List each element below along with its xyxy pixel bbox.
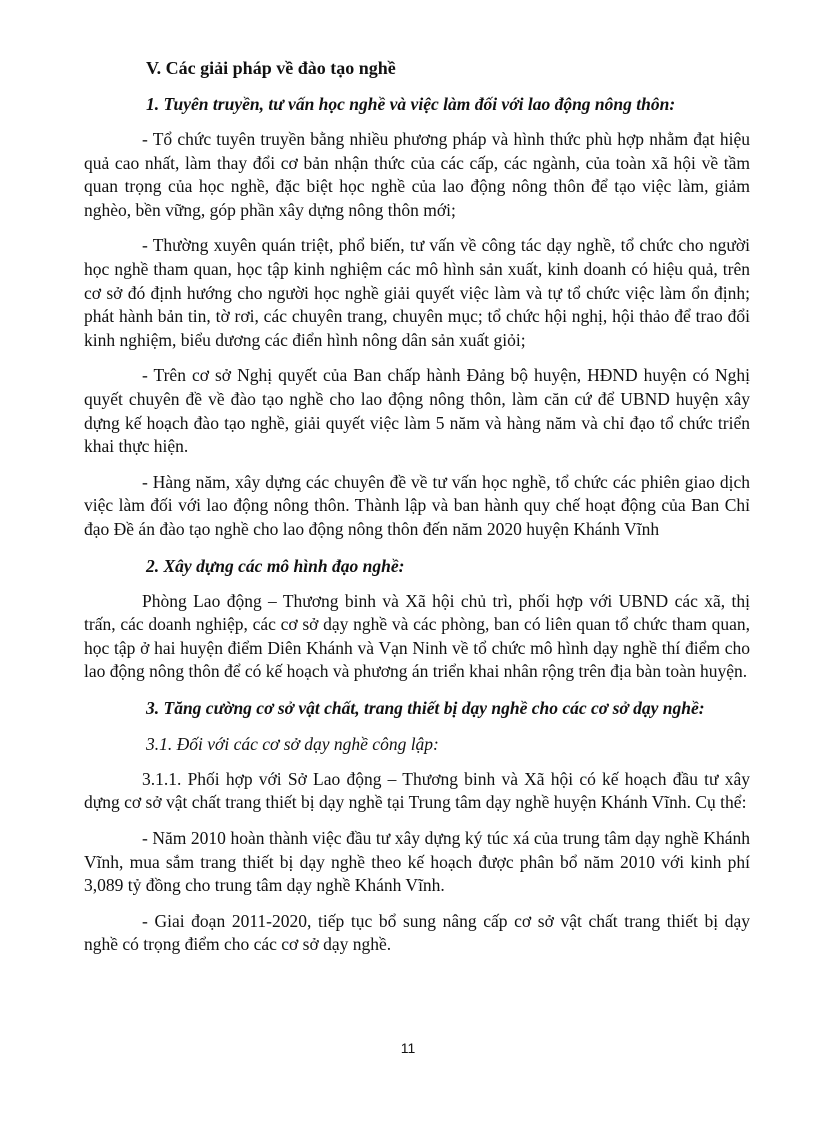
section-title: V. Các giải pháp về đào tạo nghề [146,58,396,78]
paragraph: Phòng Lao động – Thương binh và Xã hội chủ trì, phối hợp với UBND các xã, thị trấn, các doanh nghiệp, các cơ sở dạy nghề và các phòng, ban có liên quan tổ chức tham quan, học tập ở hai huyện điểm Diên Khánh và Vạn Ninh về tổ chức mô hình dạy nghề thí điểm cho lao động nông thôn để có kế hoạch và phương án triển khai nhân rộng trên địa bàn toàn huyện. [84,590,750,682]
paragraph: - Giai đoạn 2011-2020, tiếp tục bổ sung nâng cấp cơ sở vật chất trang thiết bị dạy nghề có trọng điểm cho các cơ sở dạy nghề. [84,910,750,955]
heading-2: 2. Xây dựng các mô hình đạo nghề: [146,555,405,576]
paragraph: - Thường xuyên quán triệt, phổ biến, tư vấn về công tác dạy nghề, tổ chức cho người học nghề tham quan, học tập kinh nghiệm các mô hình sản xuất, kinh doanh có hiệu quả, trên cơ sở đó định hướng cho người học nghề giải quyết việc làm và tự tổ chức việc làm ổn định; phát hành bản tin, tờ rơi, các chuyên trang, chuyên mục; tổ chức hội nghị, hội thảo để trao đổi kinh nghiệm, biểu dương các điển hình nông dân sản xuất giỏi; [84,235,750,350]
heading-3-1: 3.1. Đối với các cơ sở dạy nghề công lập: [146,733,439,754]
paragraph: - Trên cơ sở Nghị quyết của Ban chấp hành Đảng bộ huyện, HĐND huyện có Nghị quyết chuyên đề về đào tạo nghề cho lao động nông thôn, làm căn cứ để UBND huyện xây dựng kế hoạch đào tạo nghề, giải quyết việc làm 5 năm và hàng năm và chỉ đạo tổ chức triển khai thực hiện. [84,365,750,457]
page-number: 11 [400,1040,416,1056]
paragraph: - Tổ chức tuyên truyền bằng nhiều phương pháp và hình thức phù hợp nhằm đạt hiệu quả cao nhất, làm thay đổi cơ bản nhận thức của các cấp, các ngành, của toàn xã hội về tầm quan trọng của học nghề, đặc biệt học nghề của lao động nông thôn để tạo việc làm, giảm nghèo, bền vững, góp phần xây dựng nông thôn mới; [84,129,750,220]
paragraph: - Hàng năm, xây dựng các chuyên đề về tư vấn học nghề, tổ chức các phiên giao dịch việc làm đối với lao động nông thôn. Thành lập và ban hành quy chế hoạt động của Ban Chỉ đạo Đề án đào tạo nghề cho lao động nông thôn đến năm 2020 huyện Khánh Vĩnh [84,471,750,539]
paragraph: 3.1.1. Phối hợp với Sở Lao động – Thương binh và Xã hội có kế hoạch đầu tư xây dựng cơ sở vật chất trang thiết bị dạy nghề tại Trung tâm dạy nghề huyện Khánh Vĩnh. Cụ thể: [84,768,750,813]
heading-1: 1. Tuyên truyền, tư vấn học nghề và việc làm đối với lao động nông thôn: [146,94,676,114]
heading-3: 3. Tăng cường cơ sở vật chất, trang thiết bị dạy nghề cho các cơ sở dạy nghề: [146,697,705,718]
paragraph: - Năm 2010 hoàn thành việc đầu tư xây dựng ký túc xá của trung tâm dạy nghề Khánh Vĩnh, mua sắm trang thiết bị dạy nghề theo kế hoạch được phân bổ năm 2010 với kinh phí 3,089 tỷ đồng cho trung tâm dạy nghề Khánh Vĩnh. [84,828,750,896]
